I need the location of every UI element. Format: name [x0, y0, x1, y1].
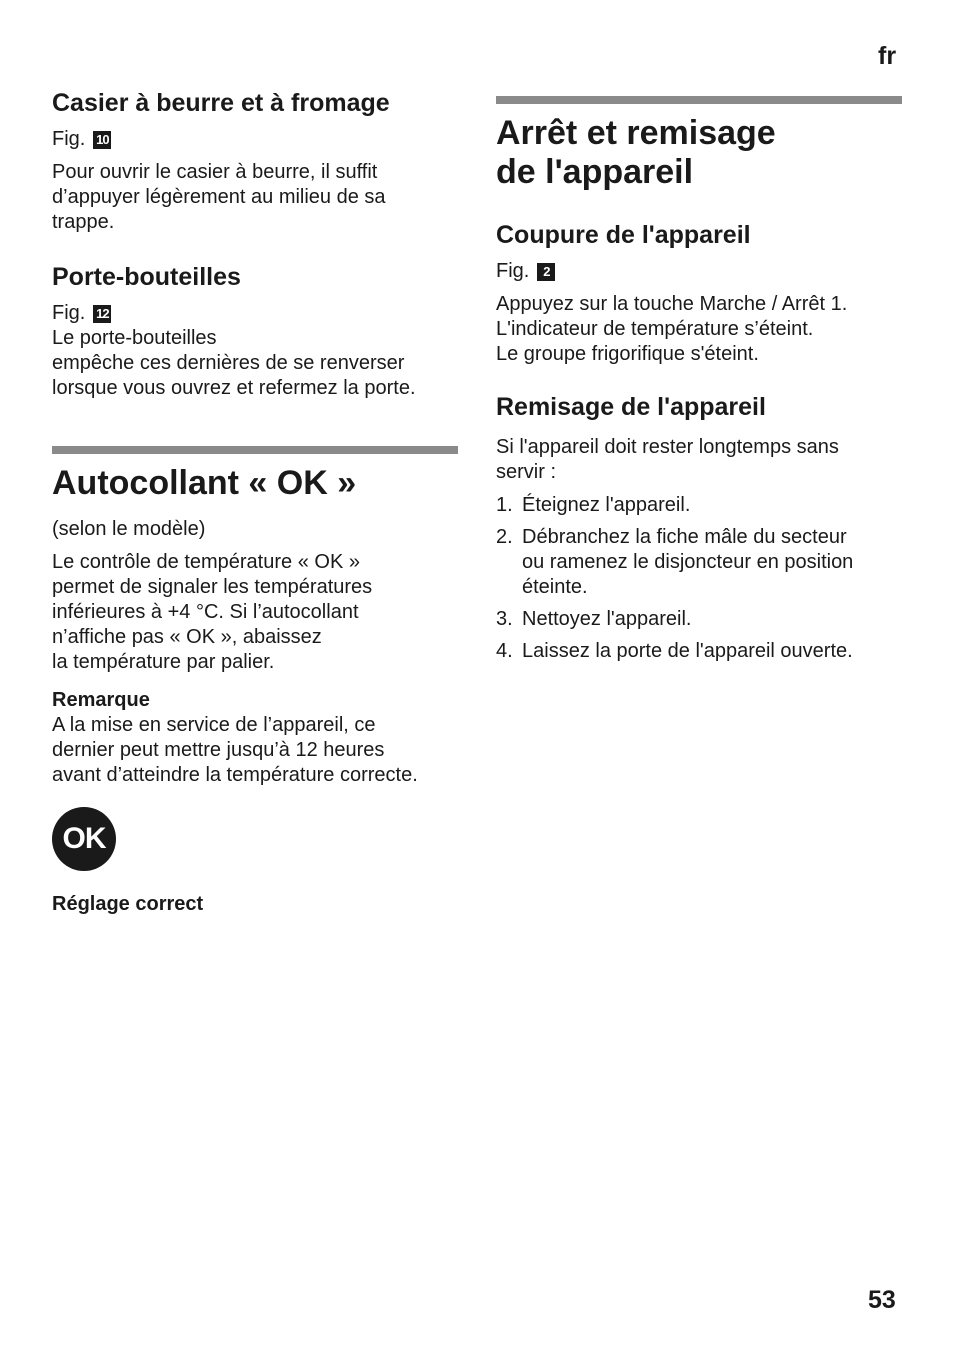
body-text [52, 550, 462, 675]
line: ou ramenez le disjoncteur en position [522, 551, 854, 573]
line: Pour ouvrir le casier à beurre, il suffit [52, 161, 378, 183]
step-text [522, 493, 690, 518]
step-text [522, 639, 853, 664]
line: permet de signaler les températures [52, 576, 373, 598]
heading-line: de l'appareil [496, 153, 694, 191]
fig-reference [52, 301, 462, 326]
line: la température par palier. [52, 651, 275, 673]
heading-butter-cheese: Casier à beurre et à fromage [52, 89, 390, 117]
line: trappe. [52, 211, 115, 233]
section-ok-sticker [52, 464, 462, 917]
line: Débranchez la fiche mâle du secteur [522, 526, 847, 548]
list-item [496, 493, 906, 518]
line: empêche ces dernières de se renverser [52, 352, 405, 374]
fig-label: Fig. [52, 128, 86, 150]
line: Le groupe frigorifique s'éteint. [496, 343, 759, 365]
list-item [496, 525, 906, 600]
body-text [52, 160, 462, 235]
step-text [522, 525, 853, 600]
line: Éteignez l'appareil. [522, 494, 691, 516]
fig-number-box: 2 [537, 263, 555, 281]
line: avant d’atteindre la température correcte. [52, 764, 418, 786]
heading-storage: Remisage de l'appareil [496, 393, 766, 421]
line: L'indicateur de température s’éteint. [496, 318, 814, 340]
line: lorsque vous ouvrez et refermez la porte. [52, 377, 416, 399]
storage-steps-list [496, 493, 906, 664]
fig-label: Fig. [52, 302, 86, 324]
section-divider [52, 446, 458, 454]
heading-switch-off: Coupure de l'appareil [496, 221, 751, 249]
fig-label: Fig. [496, 260, 530, 282]
line: n’affiche pas « OK », abaissez [52, 626, 322, 648]
ok-badge-icon: OK [52, 807, 116, 871]
body-text [496, 292, 906, 367]
line: inférieures à +4 °C. Si l’autocollant [52, 601, 359, 623]
body-text [496, 435, 906, 485]
list-item [496, 607, 906, 632]
language-marker: fr [878, 42, 897, 70]
page-number: 53 [868, 1286, 896, 1314]
line: Laissez la porte de l'appareil ouverte. [522, 640, 853, 662]
step-number: 4. [496, 640, 513, 662]
step-number: 2. [496, 526, 513, 548]
heading-shutdown-storage [496, 114, 906, 192]
fig-reference [496, 259, 906, 284]
body-text [52, 326, 462, 401]
heading-line: Arrêt et remisage [496, 114, 776, 152]
section-shutdown-storage [496, 114, 906, 671]
fig-number-box: 10 [93, 131, 111, 149]
list-item [496, 639, 906, 664]
remark-heading: Remarque [52, 689, 150, 711]
line: Le contrôle de température « OK » [52, 551, 360, 573]
fig-number-box: 12 [93, 305, 111, 323]
line: Appuyez sur la touche Marche / Arrêt 1. [496, 293, 848, 315]
step-number: 1. [496, 494, 513, 516]
section-divider [496, 96, 902, 104]
line: Si l'appareil doit rester longtemps sans [496, 436, 839, 458]
section-butter-cheese [52, 88, 462, 235]
line: servir : [496, 461, 556, 483]
line: dernier peut mettre jusqu’à 12 heures [52, 739, 385, 761]
fig-reference [52, 127, 462, 152]
line: Le porte-bouteilles [52, 327, 217, 349]
heading-ok-sticker: Autocollant « OK » [52, 464, 357, 502]
step-number: 3. [496, 608, 513, 630]
step-text [522, 607, 691, 632]
heading-bottle-holder: Porte-bouteilles [52, 263, 241, 291]
line: éteinte. [522, 576, 588, 598]
line: Nettoyez l'appareil. [522, 608, 692, 630]
model-note: (selon le modèle) [52, 518, 206, 540]
line: d’appuyer légèrement au milieu de sa [52, 186, 386, 208]
section-bottle-holder [52, 262, 462, 401]
remark-text [52, 713, 462, 788]
line: A la mise en service de l’appareil, ce [52, 714, 376, 736]
badge-caption: Réglage correct [52, 893, 204, 915]
